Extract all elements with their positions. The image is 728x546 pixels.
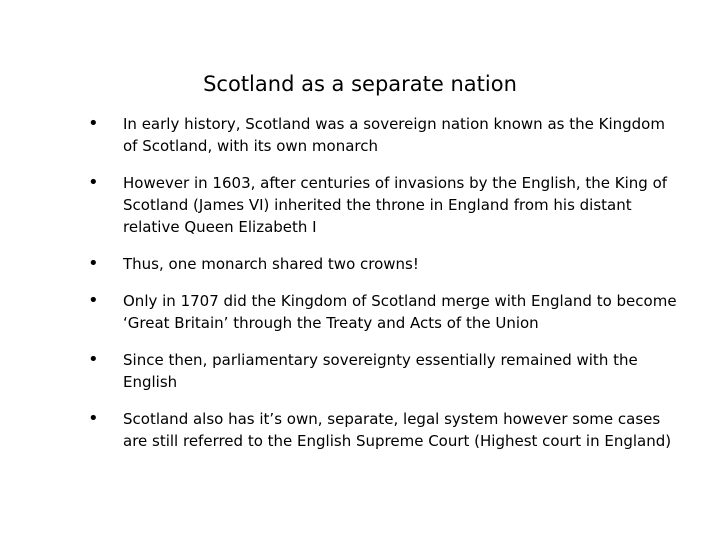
bullet-text: Scotland also has it’s own, separate, legal system however some cases are still referred to the English Supreme Court (Highest court in England): [123, 410, 672, 450]
bullet-dot-icon: •: [88, 408, 99, 429]
bullet-text: Only in 1707 did the Kingdom of Scotland merge with England to become ‘Great Britain’ through the Treaty and Acts of the Union: [123, 292, 677, 332]
bullet-item: [88, 253, 678, 275]
bullet-item: [88, 113, 678, 157]
bullet-text: Thus, one monarch shared two crowns!: [123, 255, 419, 273]
bullet-dot-icon: •: [88, 349, 99, 370]
bullet-dot-icon: •: [88, 253, 99, 274]
bullet-item: [88, 408, 678, 452]
bullet-dot-icon: •: [88, 290, 99, 311]
bullet-item: [88, 290, 678, 334]
bullet-text: In early history, Scotland was a sovereign nation known as the Kingdom of Scotland, with its own monarch: [123, 115, 665, 155]
bullet-text: However in 1603, after centuries of invasions by the English, the King of Scotland (James VI) inherited the throne in England from his distant relative Queen Elizabeth I: [123, 174, 668, 236]
bullet-dot-icon: •: [88, 113, 99, 134]
bullet-list: [88, 113, 678, 467]
bullet-item: [88, 349, 678, 393]
slide-title: Scotland as a separate nation: [203, 72, 517, 96]
bullet-dot-icon: •: [88, 172, 99, 193]
bullet-text: Since then, parliamentary sovereignty essentially remained with the English: [123, 351, 638, 391]
bullet-item: [88, 172, 678, 238]
